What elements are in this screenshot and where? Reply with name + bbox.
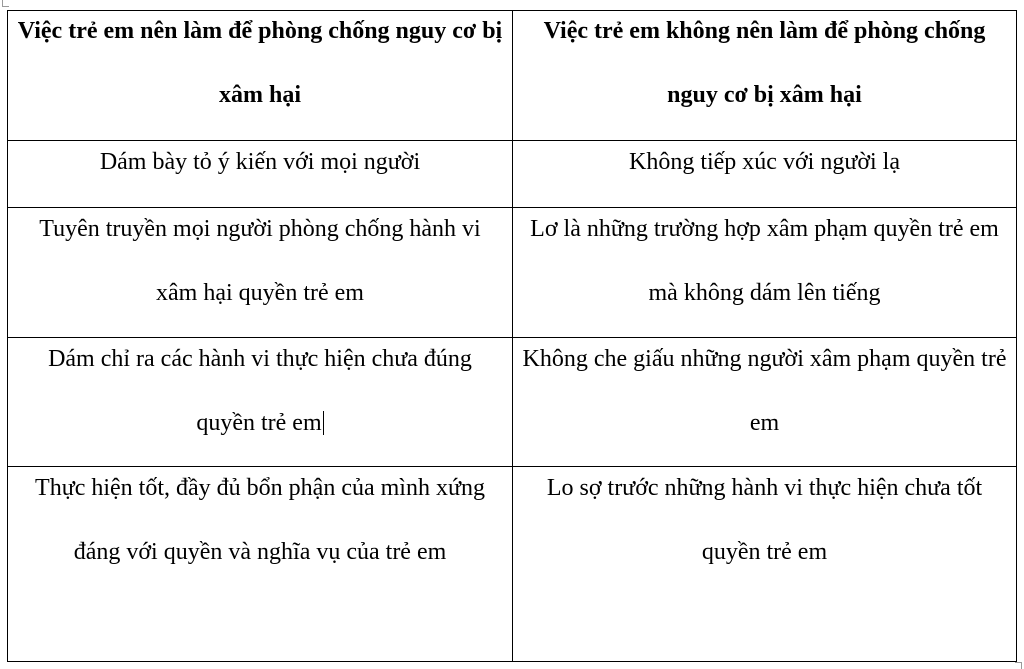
cell-text: Lơ là những trường hợp xâm phạm quyền trẻ em mà không dám lên tiếng (530, 216, 999, 306)
cell-text: Tuyên truyền mọi người phòng chống hành vi xâm hại quyền trẻ em (39, 216, 481, 306)
header-should-do-text: Việc trẻ em nên làm để phòng chống nguy cơ bị xâm hại (17, 18, 503, 108)
cell-text: Lo sợ trước những hành vi thực hiện chưa tốt quyền trẻ em (546, 475, 983, 565)
table-row (8, 467, 1017, 662)
cell-text: Dám chỉ ra các hành vi thực hiện chưa đúng quyền trẻ em (48, 346, 472, 436)
table-cell[interactable] (513, 467, 1017, 662)
cell-text: Thực hiện tốt, đầy đủ bổn phận của mình xứng đáng với quyền và nghĩa vụ của trẻ em (35, 475, 485, 565)
table-cell-active[interactable] (8, 338, 513, 467)
table-cell[interactable] (513, 208, 1017, 338)
table-cell[interactable] (8, 208, 513, 338)
header-should-not-do[interactable] (513, 11, 1017, 141)
table-cell[interactable] (513, 338, 1017, 467)
page-corner-mark-bottom-right (1015, 662, 1022, 669)
cell-text-with-caret (16, 327, 504, 455)
table-header-row (8, 11, 1017, 141)
cell-text: Dám bày tỏ ý kiến với mọi người (99, 149, 421, 175)
table-row (8, 338, 1017, 467)
cell-text: Không che giấu những người xâm phạm quyền trẻ em (522, 346, 1007, 436)
table-cell[interactable] (8, 467, 513, 662)
text-caret (323, 411, 324, 435)
page-corner-mark-top-left (2, 0, 9, 7)
header-should-do[interactable] (8, 11, 513, 141)
cell-text: Không tiếp xúc với người lạ (628, 149, 901, 175)
header-should-not-do-text: Việc trẻ em không nên làm để phòng chống nguy cơ bị xâm hại (543, 18, 986, 108)
comparison-table (7, 10, 1017, 662)
table-row (8, 208, 1017, 338)
